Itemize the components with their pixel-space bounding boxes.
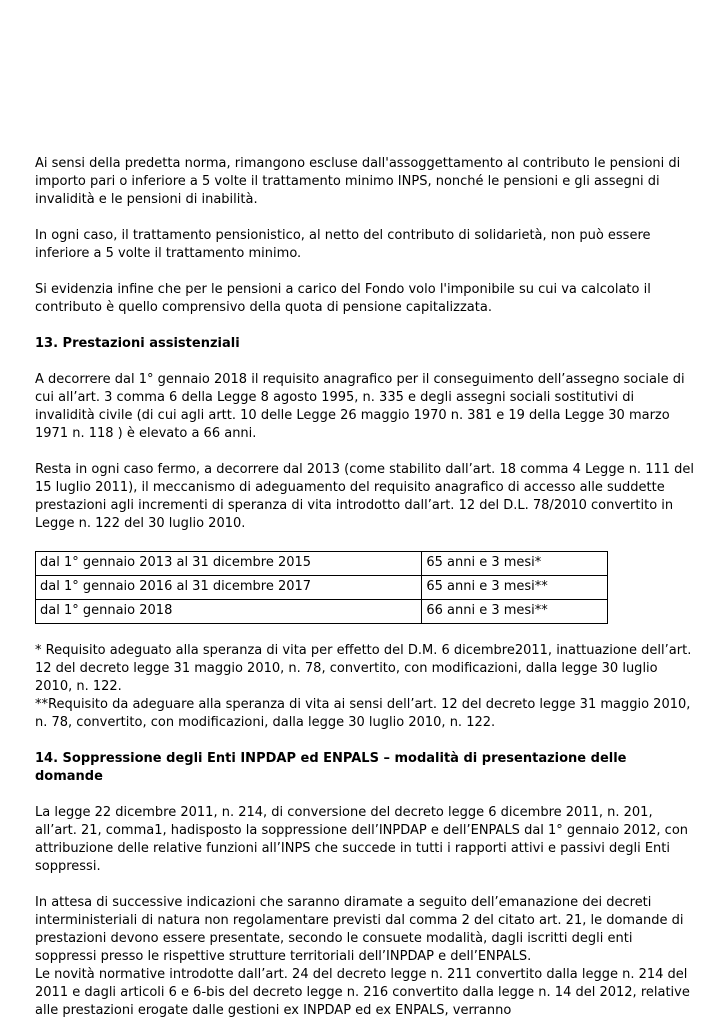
paragraph-exclusions: Ai sensi della predetta norma, rimangono escluse dall'assoggettamento al contributo le pensioni di importo pari o inferiore a 5 volte il trattamento minimo INPS, nonché le pensioni e gli assegni di invalidità e le pensioni di inabilità.	[35, 156, 681, 207]
section-14-paragraph-2: In attesa di successive indicazioni che saranno diramate a seguito dell’emanazione dei decreti interministeriali di natura non regolamentare previsti dal comma 2 del citato art. 21, le domande di prestazioni devono essere presentate, secondo le consuete modalità, dagli iscritti degli enti soppressi presso le rispettive strutture territoriali dell’INPDAP e dell’ENPALS.	[35, 895, 684, 964]
age-cell: 66 anni e 3 mesi**	[422, 600, 608, 624]
document-page	[35, 155, 695, 1020]
section-13-heading: 13. Prestazioni assistenziali	[35, 336, 240, 351]
paragraph-fondo-volo: Si evidenzia infine che per le pensioni a carico del Fondo volo l'imponibile su cui va calcolato il contributo è quello comprensivo della quota di pensione capitalizzata.	[35, 282, 651, 315]
section-14-paragraph-3: Le novità normative introdotte dall’art. 24 del decreto legge n. 211 convertito dalla legge n. 214 del 2011 e dagli articoli 6 e 6-bis del decreto legge n. 216 convertito dalla legge n. 14 del 2012, relative alle prestazioni erogate dalle gestioni ex INPDAP ed ex ENPALS, verranno	[35, 967, 690, 1018]
table-row	[36, 600, 608, 624]
age-requirement-table	[35, 551, 608, 624]
footnote-double-asterisk: **Requisito da adeguare alla speranza di vita ai sensi dell’art. 12 del decreto legge 31 maggio 2010, n. 78, convertito, con modificazioni, dalla legge 30 luglio 2010, n. 122.	[35, 697, 691, 730]
age-cell: 65 anni e 3 mesi**	[422, 576, 608, 600]
period-cell: dal 1° gennaio 2018	[36, 600, 422, 624]
table-row	[36, 552, 608, 576]
table-row	[36, 576, 608, 600]
section-14-heading: 14. Soppressione degli Enti INPDAP ed ENPALS – modalità di presentazione delle domande	[35, 751, 627, 784]
section-14-paragraph-1: La legge 22 dicembre 2011, n. 214, di conversione del decreto legge 6 dicembre 2011, n. 201, all’art. 21, comma1, hadisposto la soppressione dell’INPDAP e dell’ENPALS dal 1° gennaio 2012, con attribuzione delle relative funzioni all’INPS che succede in tutti i rapporti attivi e passivi degli Enti soppressi.	[35, 805, 689, 874]
period-cell: dal 1° gennaio 2016 al 31 dicembre 2017	[36, 576, 422, 600]
age-cell: 65 anni e 3 mesi*	[422, 552, 608, 576]
paragraph-minimum-guarantee: In ogni caso, il trattamento pensionistico, al netto del contributo di solidarietà, non può essere inferiore a 5 volte il trattamento minimo.	[35, 228, 651, 261]
section-13-paragraph-2: Resta in ogni caso fermo, a decorrere dal 2013 (come stabilito dall’art. 18 comma 4 Legge n. 111 del 15 luglio 2011), il meccanismo di adeguamento del requisito anagrafico di accesso alle suddette prestazioni agli incrementi di speranza di vita introdotto dall’art. 12 del D.L. 78/2010 convertito in Legge n. 122 del 30 luglio 2010.	[35, 462, 695, 531]
section-13-paragraph-1: A decorrere dal 1° gennaio 2018 il requisito anagrafico per il conseguimento dell’assegno sociale di cui all’art. 3 comma 6 della Legge 8 agosto 1995, n. 335 e degli assegni sociali sostitutivi di invalidità civile (di cui agli artt. 10 delle Legge 26 maggio 1970 n. 381 e 19 della Legge 30 marzo 1971 n. 118 ) è elevato a 66 anni.	[35, 372, 685, 441]
period-cell: dal 1° gennaio 2013 al 31 dicembre 2015	[36, 552, 422, 576]
footnote-single-asterisk: * Requisito adeguato alla speranza di vita per effetto del D.M. 6 dicembre2011, inattuazione dell’art. 12 del decreto legge 31 maggio 2010, n. 78, convertito, con modificazioni, dalla legge 30 luglio 2010, n. 122.	[35, 643, 692, 694]
